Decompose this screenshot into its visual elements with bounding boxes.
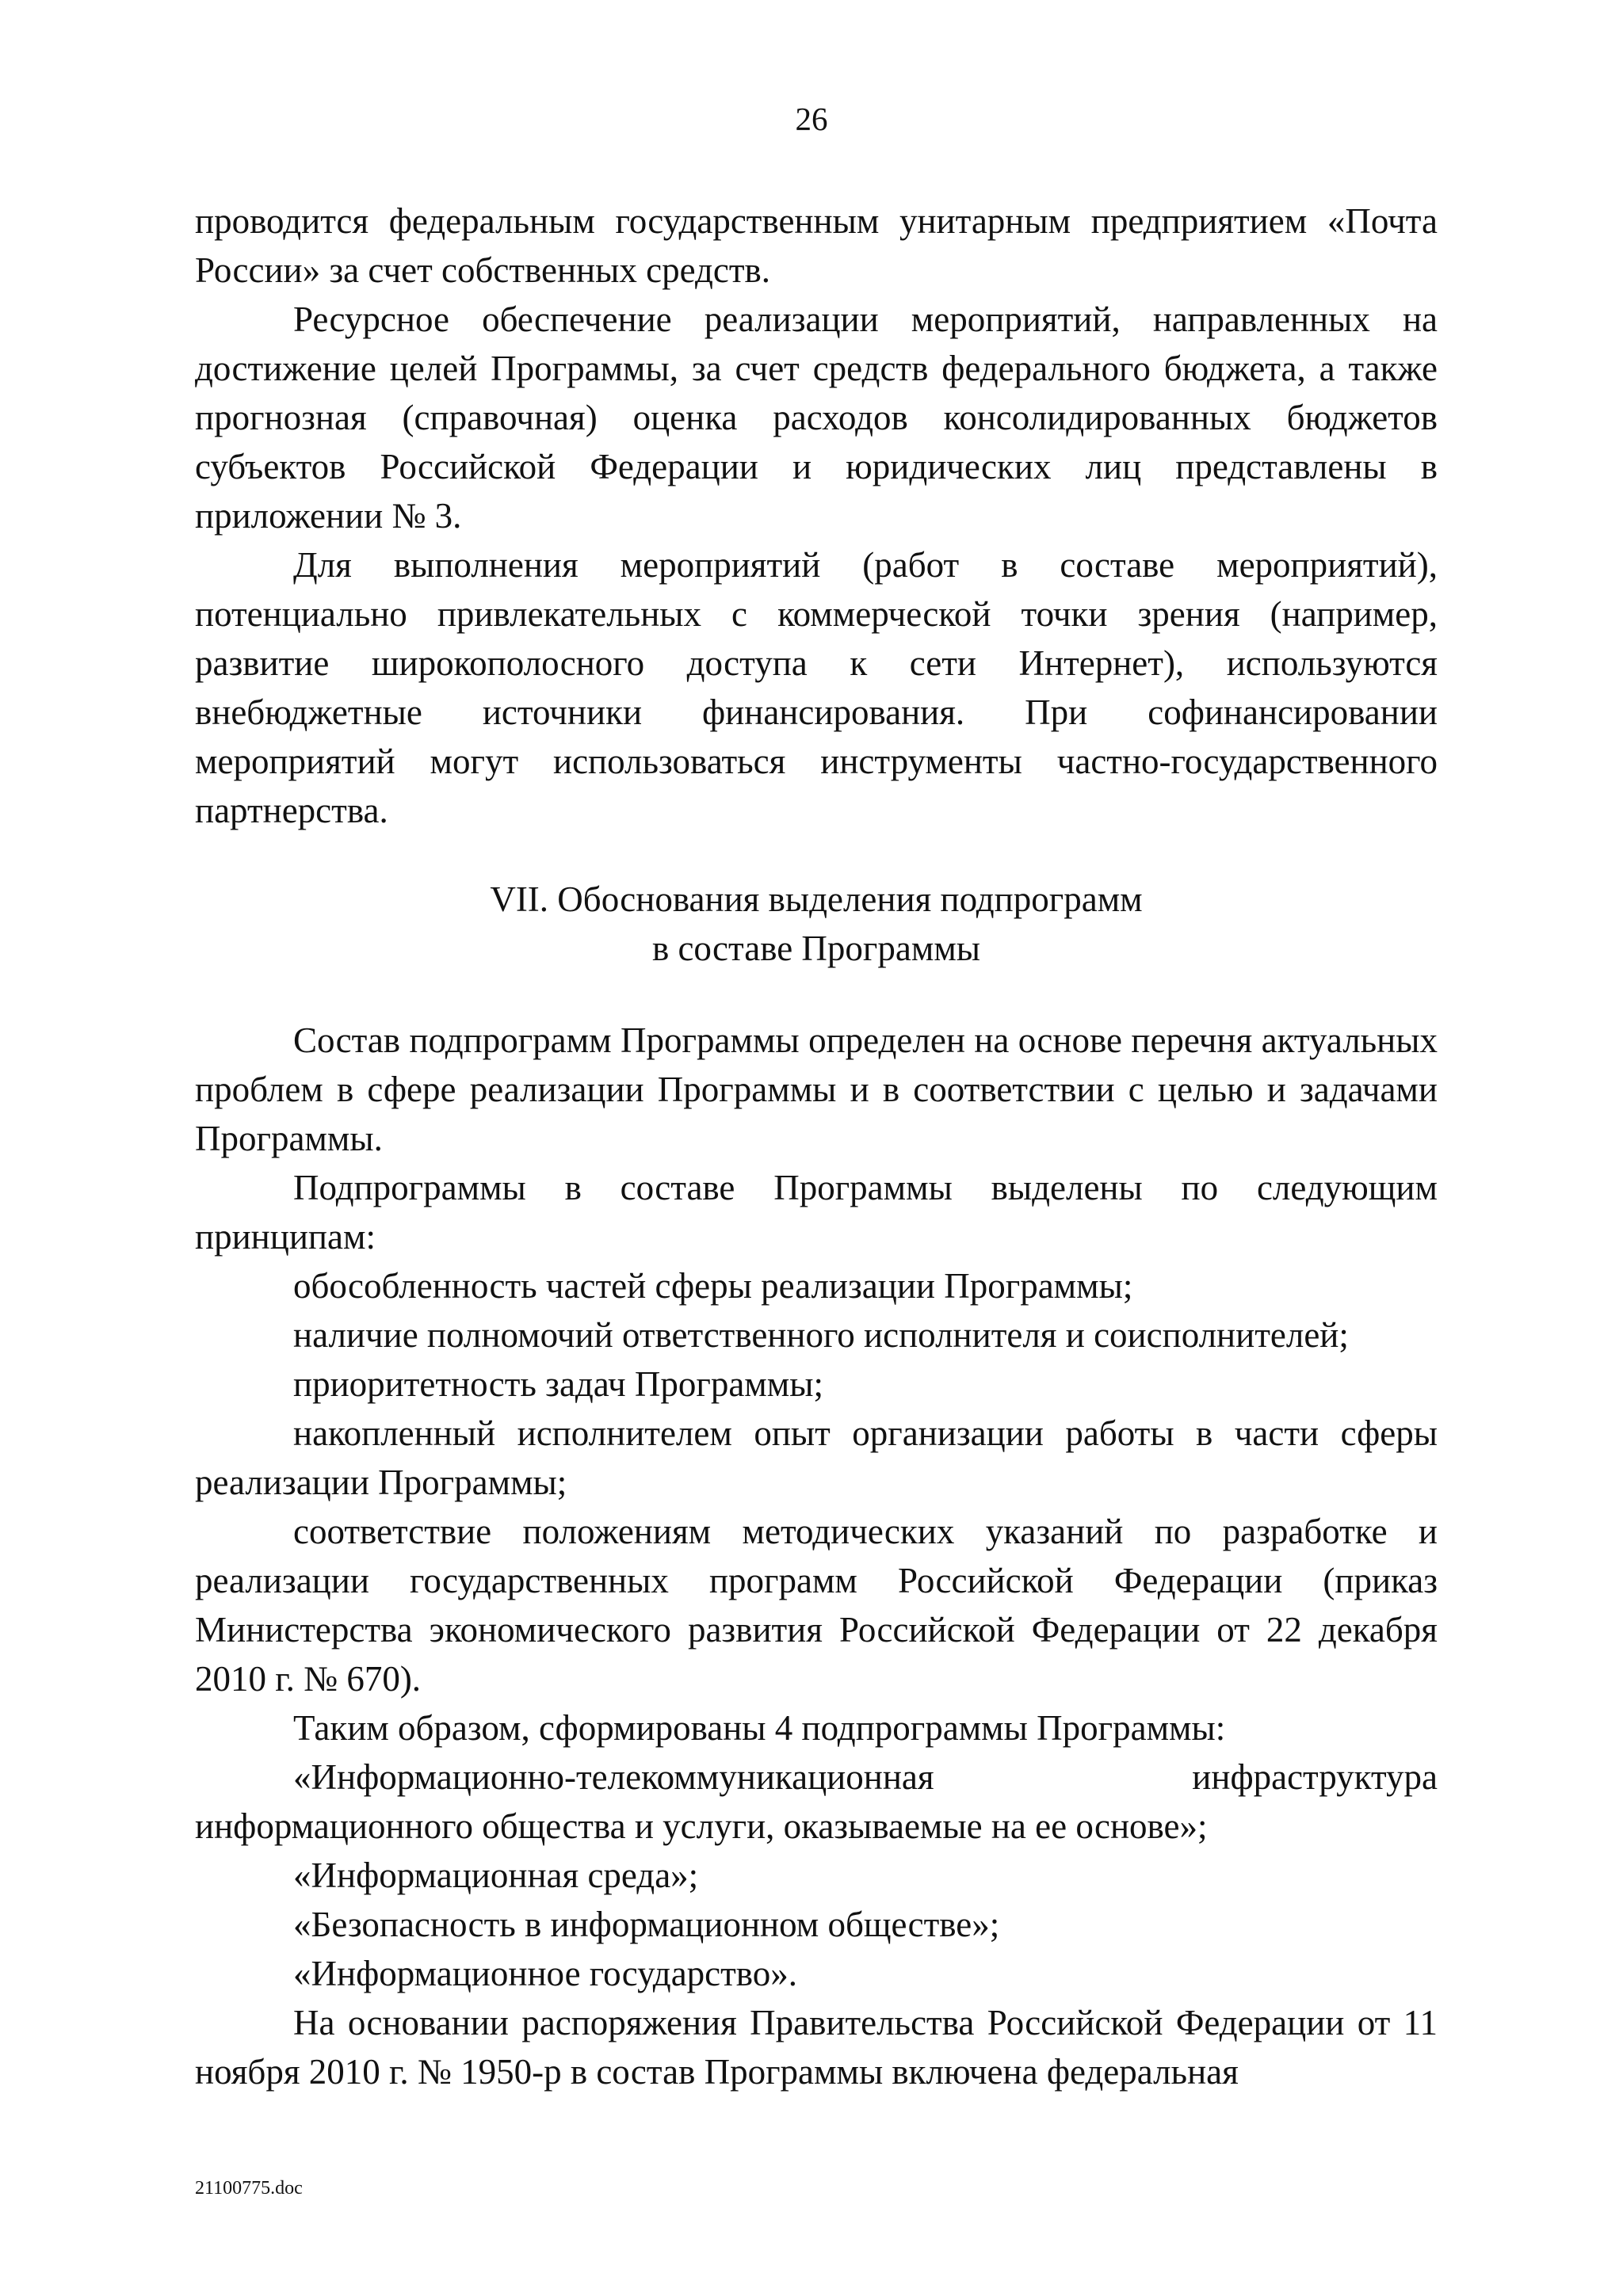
paragraph-extrabudgetary-sources: Для выполнения мероприятий (работ в составе мероприятий), потенциально привлекательных с коммерческой точки зрения (например, развитие широкополосного доступа к сети Интернет), используются внебюджетные источники финансирования. При софинансировании мероприятий могут использоваться инструменты частно-государственного партнерства.: [195, 545, 1438, 830]
section-heading: [195, 875, 1438, 973]
list-item-principle: соответствие положениям методических указаний по разработке и реализации государственных программ Российской Федерации (приказ Министерства экономического развития Российской Федерации от 22 декабря 2010 г. № 670).: [195, 1512, 1438, 1699]
list-item-principle: наличие полномочий ответственного исполнителя и соисполнителей;: [293, 1315, 1349, 1355]
list-item-principle: приоритетность задач Программы;: [293, 1364, 823, 1404]
file-name-footer: 21100775.doc: [195, 2178, 303, 2199]
page-number: 26: [795, 101, 828, 137]
document-body: [195, 196, 1438, 2096]
paragraph-continuation: проводится федеральным государственным унитарным предприятием «Почта России» за счет собственных средств.: [195, 201, 1438, 290]
section-heading-line-2: в составе Программы: [651, 929, 981, 968]
paragraph-composition: Состав подпрограмм Программы определен на основе перечня актуальных проблем в сфере реализации Программы и в соответствии с целью и задачами Программы.: [195, 1020, 1438, 1158]
list-item-subprogram: «Информационное государство».: [293, 1954, 797, 1993]
paragraph-principles-intro: Подпрограммы в составе Программы выделены по следующим принципам:: [195, 1168, 1438, 1257]
paragraph-government-decree: На основании распоряжения Правительства Российской Федерации от 11 ноября 2010 г. № 1950-р в состав Программы включена федеральная: [195, 2003, 1438, 2092]
paragraph-subprograms-intro: Таким образом, сформированы 4 подпрограммы Программы:: [293, 1708, 1226, 1748]
list-item-subprogram: «Информационно-телекоммуникационная инфраструктура информационного общества и услуги, оказываемые на ее основе»;: [195, 1757, 1438, 1846]
section-heading-line-1: VII. Обоснования выделения подпрограмм: [490, 879, 1143, 919]
paragraph-resource-provision: Ресурсное обеспечение реализации мероприятий, направленных на достижение целей Программы, за счет средств федерального бюджета, а также прогнозная (справочная) оценка расходов консолидированных бюджетов субъектов Российской Федерации и юридических лиц представлены в приложении № 3.: [195, 299, 1438, 536]
list-item-subprogram: «Информационная среда»;: [293, 1855, 699, 1895]
list-item-principle: обособленность частей сферы реализации Программы;: [293, 1266, 1133, 1306]
list-item-subprogram: «Безопасность в информационном обществе»;: [293, 1905, 1000, 1944]
list-item-principle: накопленный исполнителем опыт организации работы в части сферы реализации Программы;: [195, 1413, 1438, 1502]
